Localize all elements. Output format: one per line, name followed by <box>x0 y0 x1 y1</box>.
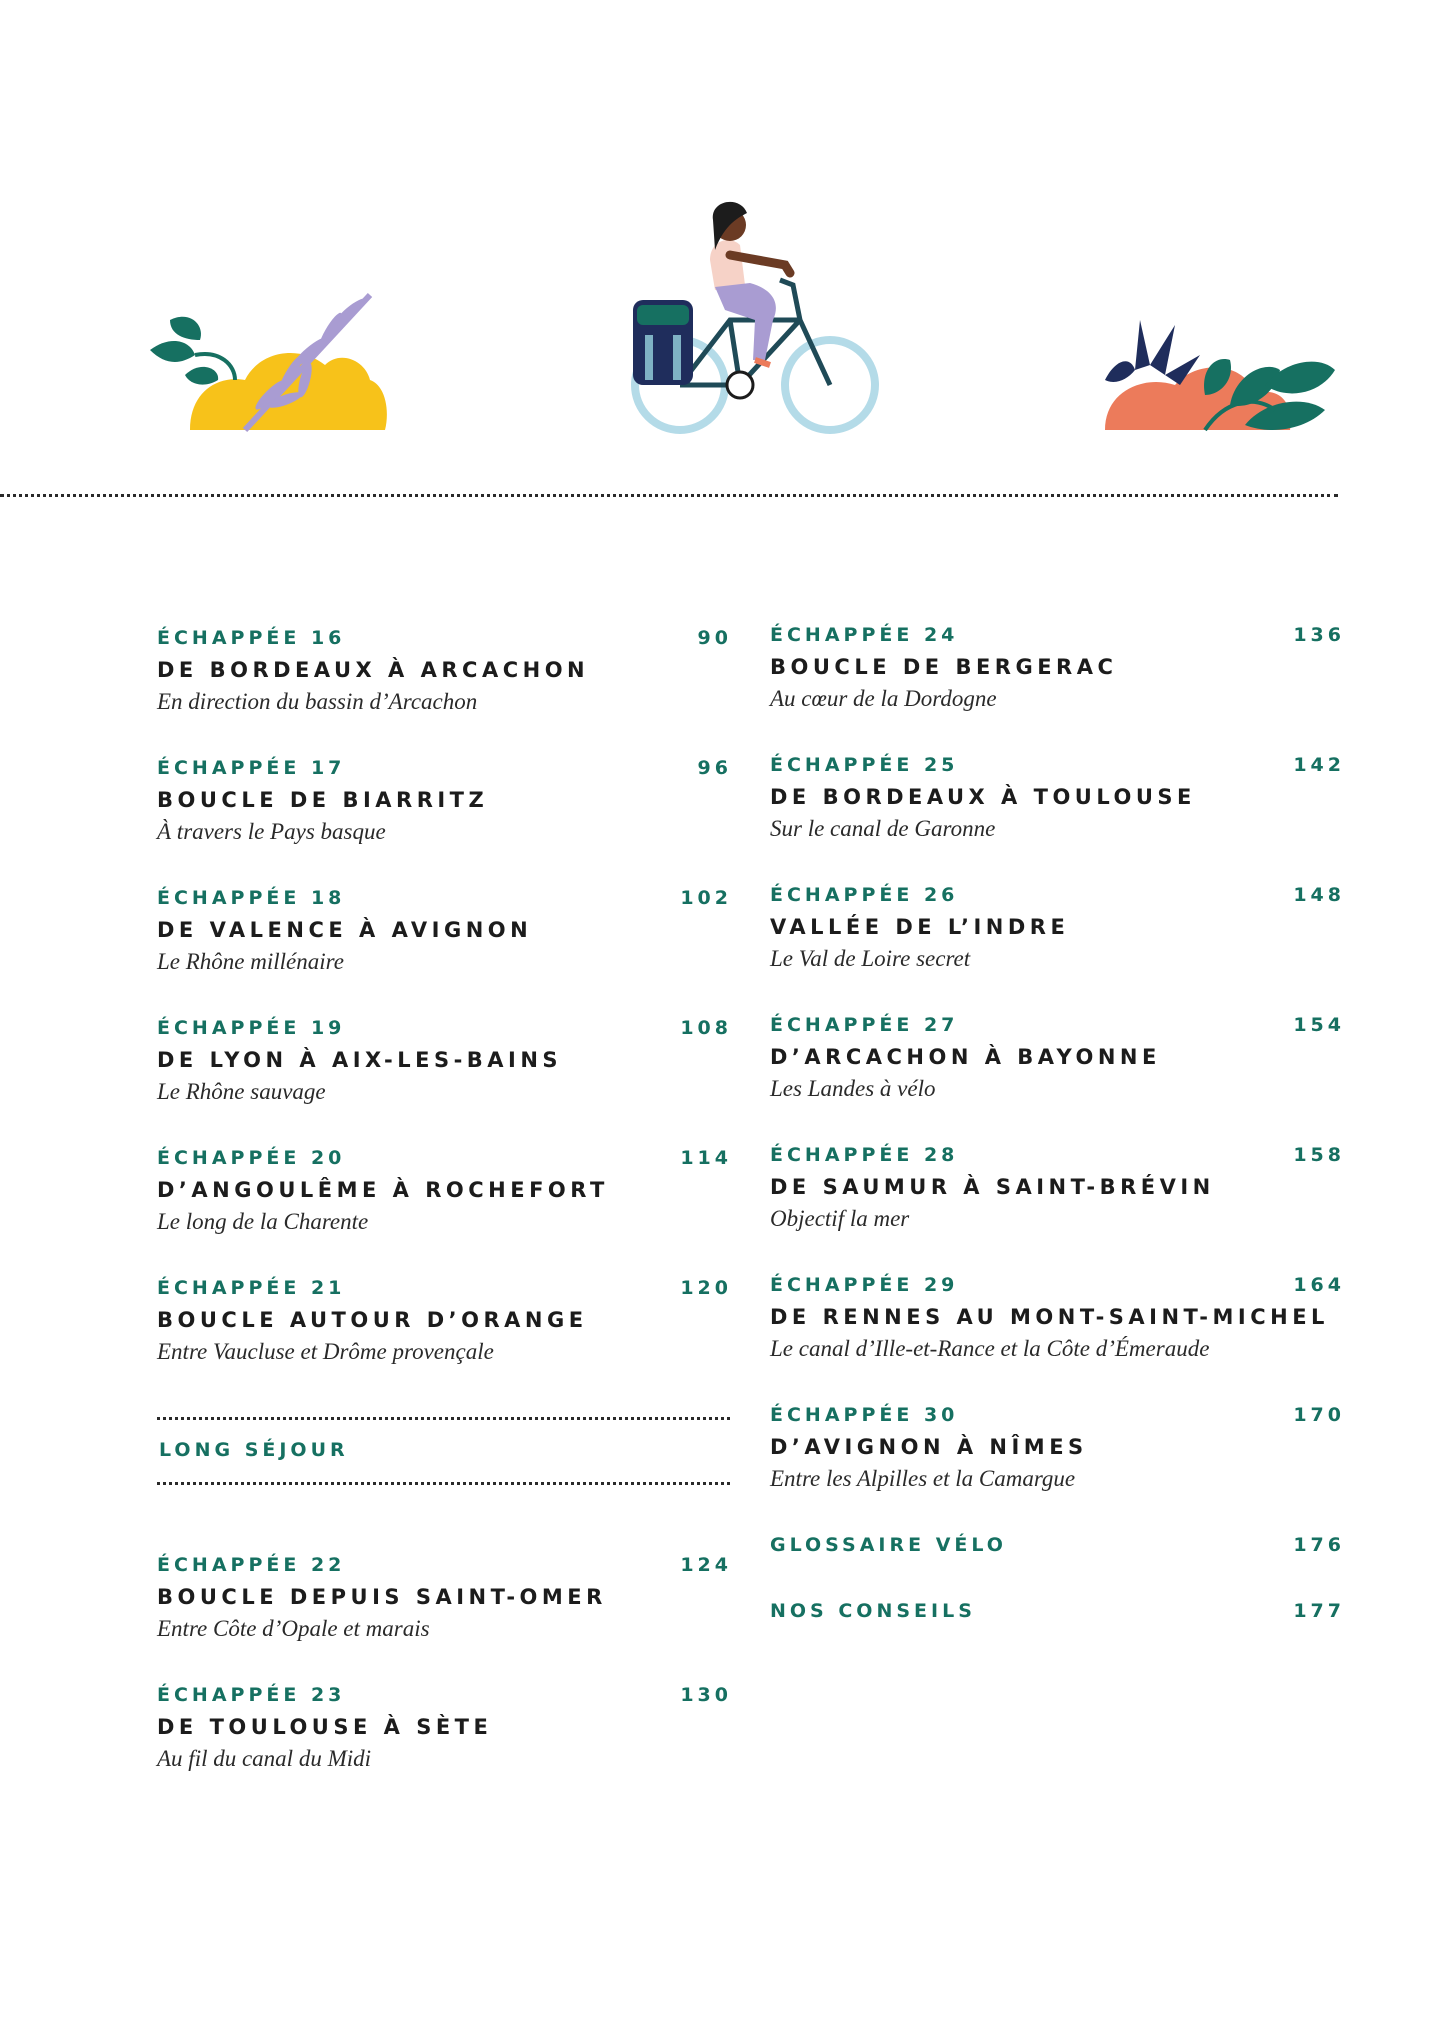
entry-title: D’AVIGNON À NÎMES <box>770 1435 1088 1459</box>
entry-subtitle: Le long de la Charente <box>157 1209 369 1234</box>
toc-entry[interactable] <box>157 1015 732 1145</box>
entry-label: ÉCHAPPÉE 23 <box>157 1684 346 1706</box>
entry-subtitle: Objectif la mer <box>770 1206 910 1231</box>
toc-entry[interactable] <box>157 1552 732 1682</box>
toc-column-right <box>770 622 1345 1664</box>
toc-entry[interactable] <box>770 1012 1345 1142</box>
entry-subtitle: Sur le canal de Garonne <box>770 816 996 841</box>
entry-page-number: 96 <box>697 757 732 779</box>
entry-subtitle: Entre Côte d’Opale et marais <box>157 1616 430 1641</box>
entry-subtitle: Entre les Alpilles et la Camargue <box>770 1466 1076 1491</box>
entry-label: ÉCHAPPÉE 25 <box>770 754 959 776</box>
top-dotted-divider <box>0 494 1338 497</box>
entry-label: ÉCHAPPÉE 22 <box>157 1554 346 1576</box>
extra-page-number: 176 <box>1293 1534 1345 1556</box>
entry-title: BOUCLE AUTOUR D’ORANGE <box>157 1308 588 1332</box>
entry-page-number: 130 <box>680 1684 732 1706</box>
entry-page-number: 124 <box>680 1554 732 1576</box>
section-dotted-divider <box>157 1482 730 1485</box>
toc-entry[interactable] <box>157 1275 732 1405</box>
toc-entry[interactable] <box>770 622 1345 752</box>
toc-extra-conseils[interactable] <box>770 1598 1345 1664</box>
entry-label: ÉCHAPPÉE 21 <box>157 1277 346 1299</box>
toc-entry[interactable] <box>157 755 732 885</box>
entry-label: ÉCHAPPÉE 19 <box>157 1017 346 1039</box>
entry-title: BOUCLE DE BIARRITZ <box>157 788 489 812</box>
entry-subtitle: Au fil du canal du Midi <box>157 1746 372 1771</box>
entry-page-number: 114 <box>680 1147 732 1169</box>
entry-title: D’ANGOULÊME À ROCHEFORT <box>157 1178 609 1202</box>
entry-subtitle: En direction du bassin d’Arcachon <box>157 689 478 714</box>
toc-entry[interactable] <box>157 1682 732 1812</box>
entry-subtitle: Au cœur de la Dordogne <box>770 686 997 711</box>
entry-title: DE RENNES AU MONT-SAINT-MICHEL <box>770 1305 1329 1329</box>
entry-page-number: 142 <box>1293 754 1345 776</box>
entry-page-number: 158 <box>1293 1144 1345 1166</box>
entry-page-number: 120 <box>680 1277 732 1299</box>
entry-label: ÉCHAPPÉE 30 <box>770 1404 959 1426</box>
entry-page-number: 136 <box>1293 624 1345 646</box>
toc-column-left <box>157 625 732 1812</box>
entry-label: ÉCHAPPÉE 27 <box>770 1014 959 1036</box>
entry-label: ÉCHAPPÉE 24 <box>770 624 959 646</box>
entry-subtitle: Entre Vaucluse et Drôme provençale <box>157 1339 494 1364</box>
entry-subtitle: Le Val de Loire secret <box>770 946 971 971</box>
entry-label: ÉCHAPPÉE 20 <box>157 1147 346 1169</box>
toc-entry[interactable] <box>770 752 1345 882</box>
entry-title: DE SAUMUR À SAINT-BRÉVIN <box>770 1175 1215 1199</box>
entry-page-number: 90 <box>697 627 732 649</box>
entry-page-number: 148 <box>1293 884 1345 906</box>
entry-subtitle: À travers le Pays basque <box>157 819 386 844</box>
toc-extra-glossaire[interactable] <box>770 1532 1345 1598</box>
entry-label: ÉCHAPPÉE 29 <box>770 1274 959 1296</box>
entry-title: DE VALENCE À AVIGNON <box>157 918 533 942</box>
entry-page-number: 164 <box>1293 1274 1345 1296</box>
entry-title: VALLÉE DE L’INDRE <box>770 915 1070 939</box>
section-long-sejour <box>157 1417 732 1552</box>
section-dotted-divider <box>157 1417 730 1420</box>
entry-page-number: 108 <box>680 1017 732 1039</box>
toc-entry[interactable] <box>157 1145 732 1275</box>
cyclist-illustration <box>615 195 885 445</box>
extra-page-number: 177 <box>1293 1600 1345 1622</box>
entry-label: ÉCHAPPÉE 17 <box>157 757 346 779</box>
plants-illustration-left <box>150 280 390 440</box>
entry-page-number: 102 <box>680 887 732 909</box>
entry-title: DE BORDEAUX À ARCACHON <box>157 658 590 682</box>
entry-title: D’ARCACHON À BAYONNE <box>770 1045 1161 1069</box>
toc-entry[interactable] <box>157 885 732 1015</box>
extra-label: GLOSSAIRE VÉLO <box>770 1534 1007 1556</box>
entry-label: ÉCHAPPÉE 18 <box>157 887 346 909</box>
extra-label: NOS CONSEILS <box>770 1600 976 1622</box>
toc-entry[interactable] <box>770 882 1345 1012</box>
entry-label: ÉCHAPPÉE 28 <box>770 1144 959 1166</box>
entry-label: ÉCHAPPÉE 26 <box>770 884 959 906</box>
entry-title: DE BORDEAUX À TOULOUSE <box>770 785 1196 809</box>
toc-entry[interactable] <box>770 1402 1345 1532</box>
toc-entry[interactable] <box>770 1142 1345 1272</box>
plants-illustration-right <box>1105 300 1345 440</box>
entry-subtitle: Le Rhône millénaire <box>157 949 344 974</box>
entry-subtitle: Le Rhône sauvage <box>157 1079 326 1104</box>
entry-title: DE LYON À AIX-LES-BAINS <box>157 1048 563 1072</box>
toc-entry[interactable] <box>770 1272 1345 1402</box>
section-heading: LONG SÉJOUR <box>159 1439 349 1461</box>
entry-subtitle: Les Landes à vélo <box>770 1076 936 1101</box>
entry-title: BOUCLE DE BERGERAC <box>770 655 1118 679</box>
entry-page-number: 154 <box>1293 1014 1345 1036</box>
entry-page-number: 170 <box>1293 1404 1345 1426</box>
entry-title: DE TOULOUSE À SÈTE <box>157 1715 493 1739</box>
entry-title: BOUCLE DEPUIS SAINT-OMER <box>157 1585 607 1609</box>
toc-entry[interactable] <box>157 625 732 755</box>
entry-label: ÉCHAPPÉE 16 <box>157 627 346 649</box>
entry-subtitle: Le canal d’Ille-et-Rance et la Côte d’Émeraude <box>770 1336 1210 1361</box>
